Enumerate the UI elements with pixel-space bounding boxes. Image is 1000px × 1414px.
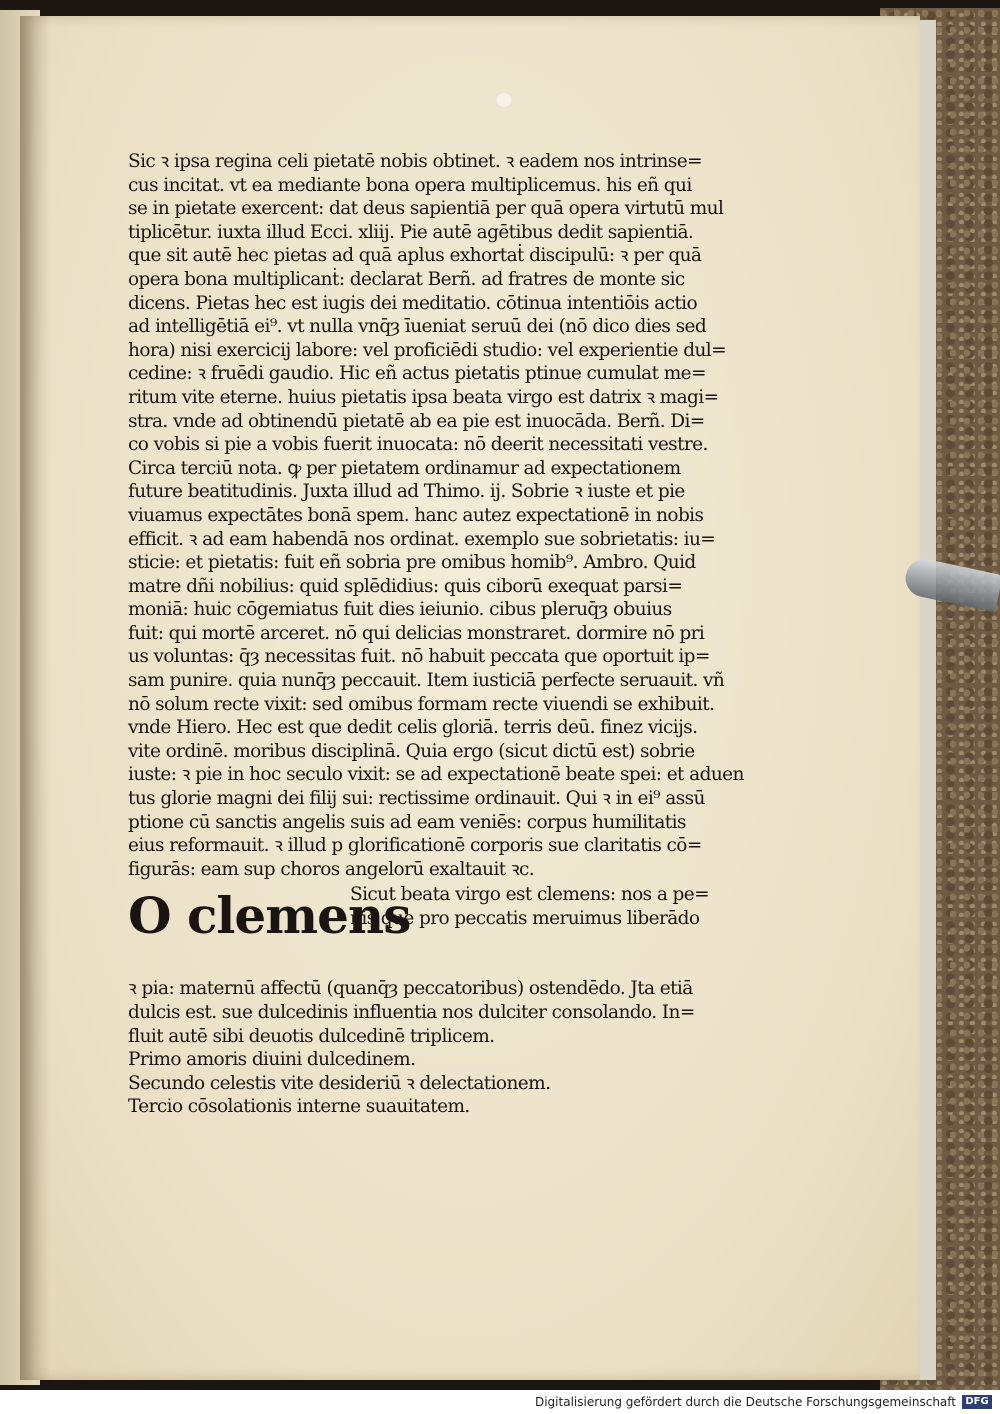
text-line: vite ordinē. moribus disciplinā. Quia ergo (sicut dictū est) sobrie bbox=[128, 740, 695, 762]
text-line: nis que pro peccatis meruimus liberādo bbox=[350, 908, 700, 929]
text-lines-before bbox=[128, 150, 773, 881]
text-line: fuit: qui mortē arceret. nō qui delicias monstraret. dormire nō pri bbox=[128, 622, 705, 644]
text-line: ritum vite eterne. huius pietatis ipsa beata virgo est datrix ꝛ magi= bbox=[128, 386, 719, 408]
board-edge bbox=[918, 20, 936, 1380]
text-line: Secundo celestis vite desideriū ꝛ delectationem. bbox=[128, 1072, 551, 1094]
text-line: matre dñi nobilius: quid splēdidius: quis ciborū exequat parsi= bbox=[128, 575, 683, 597]
text-line: ad intelligētiā ei⁹. vt nulla vnq̄ȝ īueniat seruū dei (nō dico dies sed bbox=[128, 316, 707, 338]
text-line: dicens. Pietas hec est iugis dei meditatio. cōtinua intentiōis actio bbox=[128, 292, 698, 314]
text-line: vnde Hiero. Hec est que dedit celis gloriā. terris deū. finez vicijs. bbox=[128, 717, 698, 739]
text-line: Primo amoris diuini dulcedinem. bbox=[128, 1049, 416, 1071]
text-line: eius reformauit. ꝛ illud p glorificationē corporis sue claritatis cō= bbox=[128, 835, 702, 857]
text-line: ptione cū sanctis angelis suis ad eam veniēs: corpus humilitatis bbox=[128, 811, 686, 833]
text-line: Sic ꝛ ipsa regina celi pietatē nobis obtinet. ꝛ eadem nos intrinse= bbox=[128, 151, 703, 172]
text-line: viuamus expectātes bonā spem. hanc autez expectationē in nobis bbox=[128, 504, 704, 526]
text-line: cus incitat. vt ea mediante bona opera multiplicemus. his eñ qui bbox=[128, 174, 692, 196]
text-line: tiplicētur. iuxta illud Ecci. xliij. Pie autē agētibus dedit sapientiā. bbox=[128, 221, 694, 243]
footer bbox=[0, 1390, 1000, 1414]
text-block bbox=[128, 150, 773, 1119]
text-lines-after bbox=[128, 977, 773, 1119]
text-line: efficit. ꝛ ad eam habendā nos ordinat. exemplo sue sobrietatis: iu= bbox=[128, 528, 716, 550]
text-line: sam punire. quia nunq̄ȝ peccauit. Item iusticiā perfecte seruauit. vñ bbox=[128, 670, 725, 692]
text-line: future beatitudinis. Juxta illud ad Thimo. ij. Sobrie ꝛ iuste et pie bbox=[128, 481, 685, 503]
text-line: opera bona multiplicanṫ: declarat Berñ. ad fratres de monte sic bbox=[128, 268, 685, 290]
text-line: nō solum recte vixit: sed omibus formam recte viuendi se exhibuit. bbox=[128, 693, 715, 715]
paper-hole bbox=[497, 93, 511, 107]
text-line: tus glorie magni dei filij sui: rectissime ordinauit. Qui ꝛ in ei⁹ assū bbox=[128, 788, 705, 810]
text-line: moniā: huic cōgemiatus fuit dies ieiunio. cibus pleruq̄ȝ obuius bbox=[128, 599, 672, 621]
text-line: sticie: et pietatis: fuit eñ sobria pre omibus homib⁹. Ambro. Quid bbox=[128, 552, 696, 574]
initial-side-text bbox=[350, 883, 709, 930]
text-line: Tercio cōsolationis interne suauitatem. bbox=[128, 1096, 470, 1118]
text-line: fluit autē sibi deuotis dulcedinē triplicem. bbox=[128, 1025, 495, 1047]
gutter-shadow bbox=[20, 16, 50, 1380]
text-line: ꝛ pia: maternū affectū (quanq̄ȝ peccatoribus) ostendēdo. Jta etiā bbox=[128, 978, 693, 1000]
text-line: hora) nisi exercicij labore: vel proficiēdi studio: vel experientie dul= bbox=[128, 339, 726, 361]
initial-heading: O clemens bbox=[128, 886, 411, 946]
footer-credit: Digitalisierung gefördert durch die Deutsche Forschungsgemeinschaft bbox=[534, 1395, 956, 1409]
text-line: stra. vnde ad obtinendū pietatē ab ea pie est inuocāda. Berñ. Di= bbox=[128, 410, 705, 432]
text-line: se in pietate exercent: dat deus sapientiā per quā opera virtutū mul bbox=[128, 198, 724, 220]
text-line: iuste: ꝛ pie in hoc seculo vixit: se ad expectationē beate spei: et aduen bbox=[128, 764, 744, 786]
text-line: co vobis si pie a vobis fuerit inuocata: nō deerit necessitati vestre. bbox=[128, 434, 708, 456]
text-line: Sicut beata virgo est clemens: nos a pe= bbox=[350, 884, 710, 906]
text-line: Circa terciū nota. ꝙ per pietatem ordinamur ad expectationem bbox=[128, 457, 681, 479]
text-line: cedine: ꝛ fruēdi gaudio. Hic eñ actus pietatis ptinue cumulat me= bbox=[128, 363, 706, 385]
text-line: dulcis est. sue dulcedinis influentia nos dulciter consolando. In= bbox=[128, 1002, 695, 1023]
text-line: us voluntas: q̄ȝ necessitas fuit. nō habuit peccata que oportuit ip= bbox=[128, 646, 710, 668]
dfg-logo: DFG bbox=[962, 1395, 992, 1409]
text-line: figurās: eam sup choros angelorū exaltauit ꝛc. bbox=[128, 858, 535, 880]
initial-row bbox=[128, 883, 773, 977]
text-line: que sit autē hec pietas ad quā aplus exhortaṫ discipulū: ꝛ per quā bbox=[128, 245, 702, 267]
